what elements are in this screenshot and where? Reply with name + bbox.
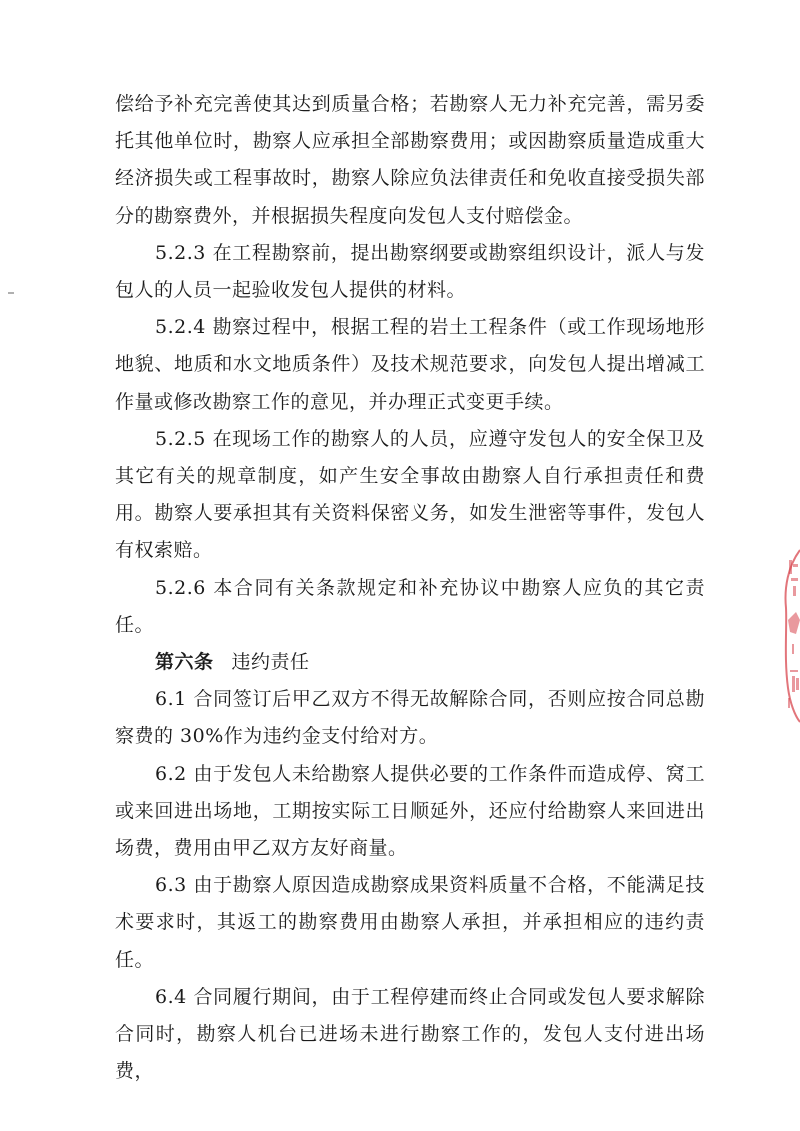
- article-heading: [115, 644, 705, 681]
- article-number: 第六条: [155, 651, 214, 674]
- paragraph-continuation: 偿给予补充完善使其达到质量合格；若勘察人无力补充完善，需另委托其他单位时，勘察人应承担全部勘察费用；或因勘察质量造成重大经济损失或工程事故时，勘察人除应负法律责任和免收直接受损失部分的勘察费外，并根据损失程度向发包人支付赔偿金。: [115, 93, 705, 227]
- paragraph-6-2: 6.2 由于发包人未给勘察人提供必要的工作条件而造成停、窝工或来回进出场地，工期按实际工日顺延外，还应付给勘察人来回进出场费，费用由甲乙双方友好商量。: [115, 762, 705, 860]
- official-seal-fragment: [762, 548, 800, 723]
- paragraph-6-4: 6.4 合同履行期间，由于工程停建而终止合同或发包人要求解除合同时，勘察人机台已进场未进行勘察工作的，发包人支付进出场费，: [115, 985, 705, 1083]
- article-title: 违约责任: [231, 651, 310, 674]
- paragraph-5-2-5: 5.2.5 在现场工作的勘察人的人员，应遵守发包人的安全保卫及其它有关的规章制度，如产生安全事故由勘察人自行承担责任和费用。勘察人要承担其有关资料保密义务，如发生泄密等事件，发包人有权索赔。: [115, 427, 705, 562]
- paragraph-5-2-6: 5.2.6 本合同有关条款规定和补充协议中勘察人应负的其它责任。: [115, 576, 705, 636]
- paragraph-6-1: 6.1 合同签订后甲乙双方不得无故解除合同，否则应按合同总勘察费的 30%作为违约金支付给对方。: [115, 688, 705, 748]
- contract-body: [115, 86, 705, 1090]
- paragraph-5-2-3: 5.2.3 在工程勘察前，提出勘察纲要或勘察组织设计，派人与发包人的人员一起验收发包人提供的材料。: [115, 241, 705, 302]
- paragraph-6-3: 6.3 由于勘察人原因造成勘察成果资料质量不合格，不能满足技术要求时，其返工的勘察费用由勘察人承担，并承担相应的违约责任。: [115, 874, 705, 971]
- seal-icon: [762, 548, 800, 723]
- paragraph-5-2-4: 5.2.4 勘察过程中，根据工程的岩土工程条件（或工作现场地形地貌、地质和水文地质条件）及技术规范要求，向发包人提出增减工作量或修改勘察工作的意见，并办理正式变更手续。: [115, 316, 705, 413]
- scan-edge-mark: [8, 292, 14, 294]
